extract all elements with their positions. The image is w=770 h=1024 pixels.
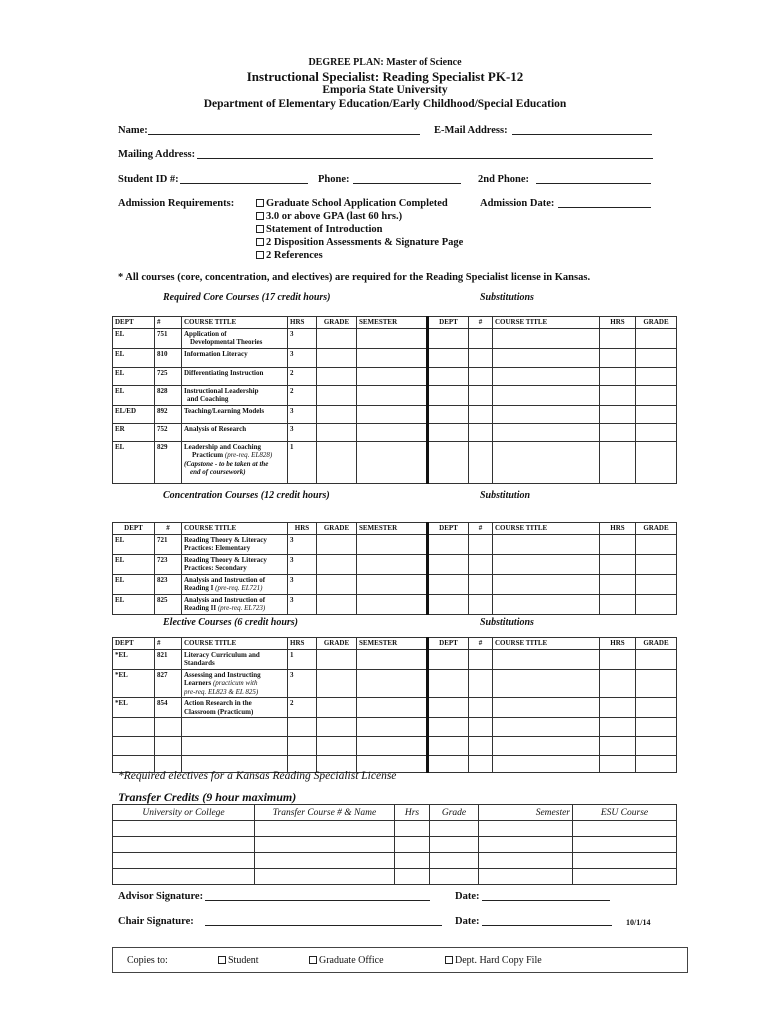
table-row: *EL 827 Assessing and Instructing Learners (practicum with pre-req. EL823 & EL 825) 3 (113, 669, 677, 698)
chair-date-field[interactable] (482, 925, 612, 926)
department-name: Department of Elementary Education/Early Childhood/Special Education (203, 98, 567, 110)
mailing-address-label: Mailing Address: (118, 149, 196, 160)
concentration-courses-table (112, 522, 677, 615)
checkbox-icon (256, 225, 264, 233)
core-courses-title: Required Core Courses (17 credit hours) (163, 292, 331, 303)
checkbox-icon (445, 956, 453, 964)
col-sub-title: COURSE TITLE (493, 317, 600, 329)
checkbox-icon (256, 251, 264, 259)
phone-label: Phone: (318, 174, 350, 185)
license-note: * All courses (core, concentration, and electives) are required for the Reading Specialist license in Kansas. (118, 272, 591, 283)
col-title: COURSE TITLE (182, 317, 288, 329)
email-label: E-Mail Address: (434, 125, 508, 136)
transfer-credits-table (112, 804, 677, 885)
elective-substitutions-title: Substitutions (480, 617, 534, 628)
copies-box (112, 947, 688, 973)
name-field[interactable] (148, 134, 420, 135)
name-label: Name: (118, 125, 148, 136)
table-row (113, 718, 677, 737)
col-sub-grade: GRADE (636, 317, 677, 329)
semester-cell[interactable] (357, 328, 428, 348)
second-phone-field[interactable] (536, 183, 651, 184)
concentration-substitution-title: Substitution (480, 490, 531, 501)
checkbox-icon (256, 238, 264, 246)
col-sub-hrs: HRS (600, 317, 636, 329)
chair-date-label: Date: (455, 916, 480, 927)
table-row (113, 837, 677, 853)
phone-field[interactable] (353, 183, 461, 184)
core-courses-table (112, 316, 677, 484)
student-id-field[interactable] (180, 183, 308, 184)
admission-date-label: Admission Date: (480, 198, 555, 209)
table-header-row (113, 317, 677, 329)
table-row: EL 829 Leadership and Coaching Practicum (pre-req. EL828) (Capstone - to be taken at the end of coursework) 1 (113, 441, 677, 483)
degree-plan-heading: DEGREE PLAN: Master of Science (308, 57, 462, 68)
requirement-disposition[interactable]: 2 Disposition Assessments & Signature Page (256, 237, 463, 248)
mailing-address-field[interactable] (197, 158, 653, 159)
checkbox-icon (309, 956, 317, 964)
elective-courses-table (112, 637, 677, 773)
table-header-row: DEPT # COURSE TITLE HRS GRADE SEMESTER DEPT # COURSE TITLE HRS GRADE (113, 523, 677, 535)
email-field[interactable] (512, 134, 652, 135)
form-version-date: 10/1/14 (626, 918, 651, 927)
table-row: *EL 854 Action Research in the Classroom (Practicum) 2 (113, 698, 677, 718)
table-row: EL 751 Application of Developmental Theories 3 (113, 328, 677, 348)
copy-student-checkbox[interactable]: Student (218, 955, 259, 966)
checkbox-icon (218, 956, 226, 964)
core-substitutions-title: Substitutions (480, 292, 534, 303)
table-row: *EL 821 Literacy Curriculum and Standards 1 (113, 649, 677, 669)
concentration-courses-title: Concentration Courses (12 credit hours) (163, 490, 330, 501)
elective-courses-title: Elective Courses (6 credit hours) (163, 617, 298, 628)
checkbox-icon (256, 199, 264, 207)
table-row (113, 737, 677, 756)
col-sub-dept: DEPT (428, 317, 469, 329)
table-row (113, 869, 677, 885)
chair-signature-label: Chair Signature: (118, 916, 194, 927)
table-row: EL 723 Reading Theory & Literacy Practices: Secondary 3 (113, 554, 677, 574)
table-row: EL/ED 892 Teaching/Learning Models 3 (113, 405, 677, 423)
requirement-application[interactable]: Graduate School Application Completed (256, 198, 448, 209)
university-name: Emporia State University (322, 84, 448, 96)
col-semester: SEMESTER (357, 317, 428, 329)
student-id-label: Student ID #: (118, 174, 179, 185)
transfer-credits-title: Transfer Credits (9 hour maximum) (118, 790, 297, 804)
program-title: Instructional Specialist: Reading Specialist PK-12 (246, 69, 524, 84)
admission-date-field[interactable] (558, 207, 651, 208)
grade-cell[interactable] (317, 328, 357, 348)
second-phone-label: 2nd Phone: (478, 174, 530, 185)
elective-license-note: *Required electives for a Kansas Reading Specialist License (118, 770, 397, 782)
table-row: EL 823 Analysis and Instruction of Reading I (pre-req. EL721) 3 (113, 574, 677, 594)
advisor-date-label: Date: (455, 891, 480, 902)
checkbox-icon (256, 212, 264, 220)
col-grade: GRADE (317, 317, 357, 329)
copies-label: Copies to: (127, 955, 168, 966)
advisor-signature-field[interactable] (205, 900, 430, 901)
advisor-date-field[interactable] (482, 900, 610, 901)
requirement-statement[interactable]: Statement of Introduction (256, 224, 382, 235)
table-row: ER 752 Analysis of Research 3 (113, 423, 677, 441)
table-row: EL 725 Differentiating Instruction 2 (113, 367, 677, 385)
col-num: # (155, 317, 182, 329)
table-row (113, 853, 677, 869)
requirement-references[interactable]: 2 References (256, 250, 323, 261)
table-row: EL 825 Analysis and Instruction of Reading II (pre-req. EL723) 3 (113, 594, 677, 614)
table-row (113, 821, 677, 837)
requirement-gpa[interactable]: 3.0 or above GPA (last 60 hrs.) (256, 211, 402, 222)
advisor-signature-label: Advisor Signature: (118, 891, 204, 902)
col-sub-num: # (469, 317, 493, 329)
col-hrs: HRS (288, 317, 317, 329)
col-dept: DEPT (113, 317, 155, 329)
table-row: EL 721 Reading Theory & Literacy Practices: Elementary 3 (113, 534, 677, 554)
chair-signature-field[interactable] (205, 925, 442, 926)
table-row: EL 828 Instructional Leadership and Coaching 2 (113, 385, 677, 405)
copy-dept-file-checkbox[interactable]: Dept. Hard Copy File (445, 955, 542, 966)
copy-grad-office-checkbox[interactable]: Graduate Office (309, 955, 384, 966)
admission-requirements-label: Admission Requirements: (118, 198, 235, 209)
table-row: EL 810 Information Literacy 3 (113, 348, 677, 367)
table-header-row: DEPT # COURSE TITLE HRS GRADE SEMESTER DEPT # COURSE TITLE HRS GRADE (113, 638, 677, 650)
table-header-row: University or College Transfer Course # & Name Hrs Grade Semester ESU Course (113, 805, 677, 821)
